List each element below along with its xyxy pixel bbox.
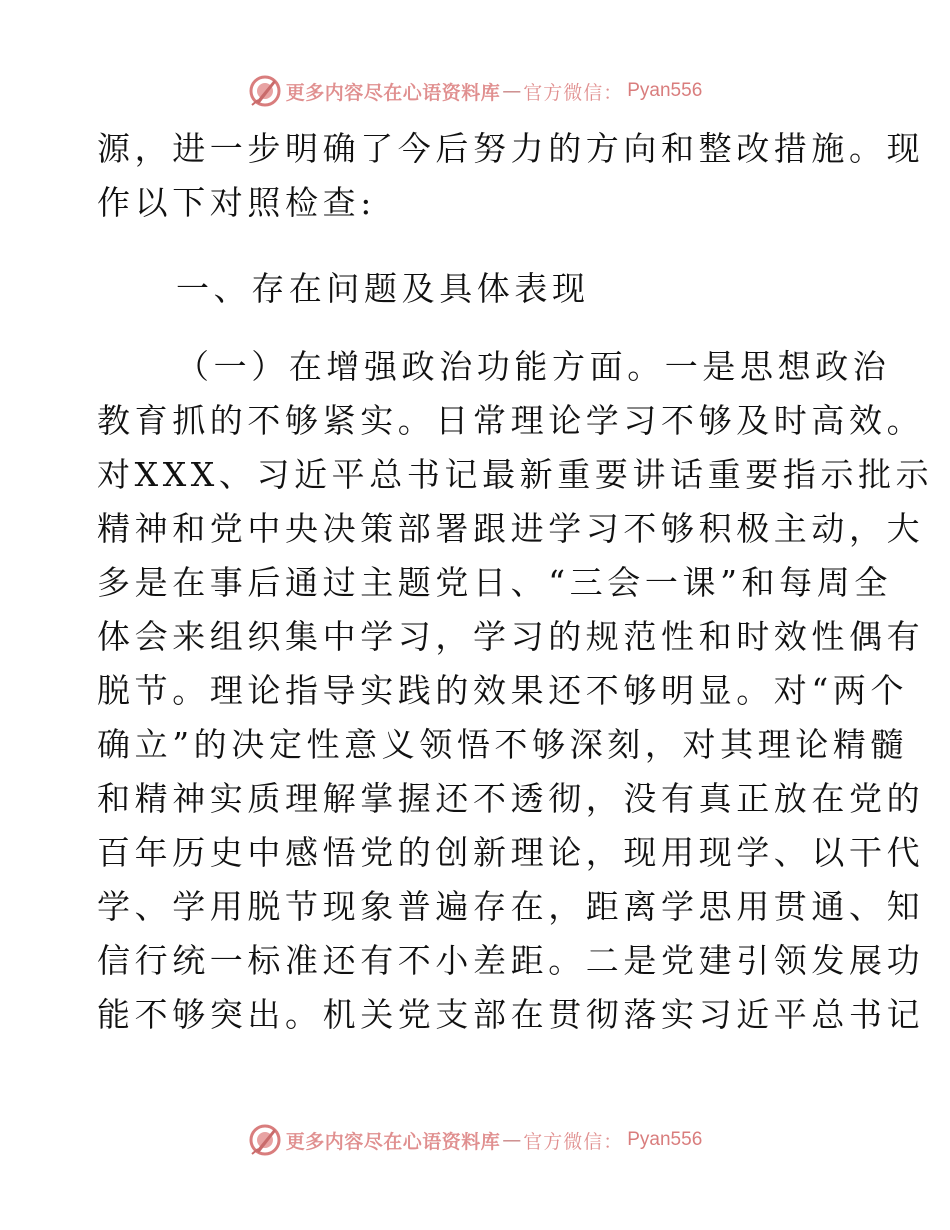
paragraph-line: 学、学用脱节现象普遍存在，距离学思用贯通、知 bbox=[97, 887, 925, 926]
paragraph-line: 信行统一标准还有不小差距。二是党建引领发展功 bbox=[97, 941, 925, 980]
watermark-dash: — bbox=[502, 1129, 522, 1151]
watermark-main-text: 更多内容尽在心语资料库 bbox=[285, 1130, 501, 1153]
watermark-official-label: 官方微信： bbox=[523, 1130, 624, 1153]
paragraph-line: 百年历史中感悟党的创新理论，现用现学、以干代 bbox=[97, 833, 925, 872]
paragraph-line: 对XXX、习近平总书记最新重要讲话重要指示批示 bbox=[97, 455, 934, 494]
intro-line: 作以下对照检查: bbox=[97, 183, 376, 222]
watermark-account-id: Pyan556 bbox=[627, 80, 703, 101]
watermark-official-label: 官方微信： bbox=[523, 81, 624, 104]
watermark-account-id: Pyan556 bbox=[627, 1129, 703, 1150]
paragraph-line: 精神和党中央决策部署跟进学习不够积极主动，大 bbox=[97, 509, 925, 548]
header-watermark bbox=[0, 71, 950, 111]
paragraph-line: 确立”的决定性意义领悟不够深刻，对其理论精髓 bbox=[97, 725, 909, 764]
paragraph-line: 教育抓的不够紧实。日常理论学习不够及时高效。 bbox=[97, 401, 925, 440]
paragraph-line: 脱节。理论指导实践的效果还不够明显。对“两个 bbox=[97, 671, 909, 710]
paragraph-line: 能不够突出。机关党支部在贯彻落实习近平总书记 bbox=[97, 995, 925, 1034]
quill-seal-icon bbox=[248, 74, 282, 108]
watermark-main-text: 更多内容尽在心语资料库 bbox=[285, 81, 501, 104]
intro-line: 源，进一步明确了今后努力的方向和整改措施。现 bbox=[97, 129, 925, 168]
paragraph-line: （一）在增强政治功能方面。一是思想政治 bbox=[176, 347, 891, 386]
document-body bbox=[97, 122, 934, 1042]
quill-seal-icon bbox=[248, 1123, 282, 1157]
paragraph-line: 体会来组织集中学习，学习的规范性和时效性偶有 bbox=[97, 617, 925, 656]
footer-watermark bbox=[0, 1120, 950, 1160]
section-heading: 一、存在问题及具体表现 bbox=[176, 269, 590, 308]
paragraph-line: 和精神实质理解掌握还不透彻，没有真正放在党的 bbox=[97, 779, 925, 818]
paragraph-line: 多是在事后通过主题党日、“三会一课”和每周全 bbox=[97, 563, 892, 602]
watermark-dash: — bbox=[502, 80, 522, 102]
